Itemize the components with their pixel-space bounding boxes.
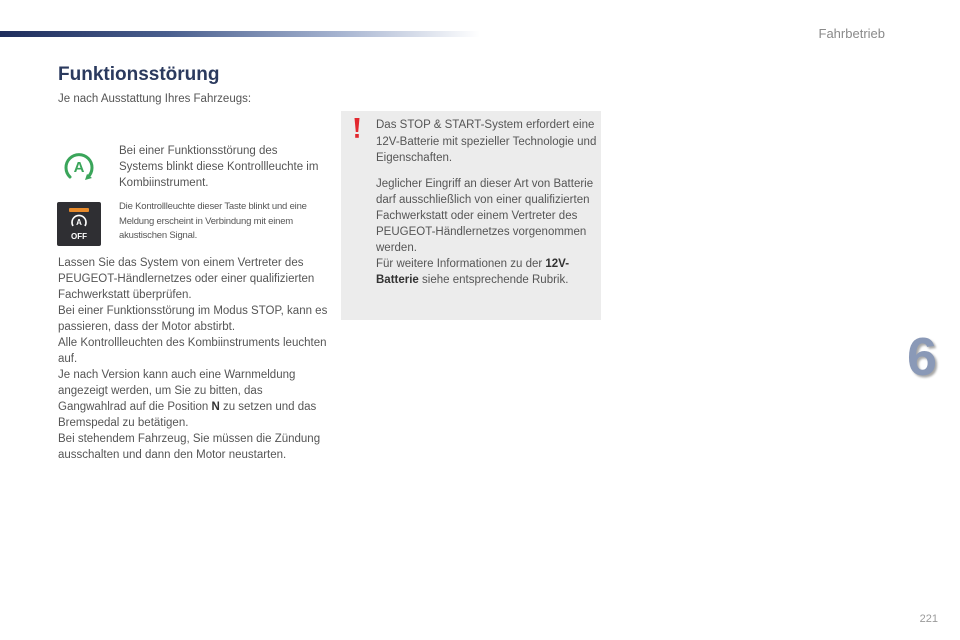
body-part-4b: zu setzen und das Bremspedal zu betätigen.: [58, 401, 317, 429]
chapter-number: 6: [906, 327, 938, 387]
body-part-3: Alle Kontrollleuchten des Kombiinstruments leuchten auf.: [58, 337, 327, 365]
battery-note-box: [341, 111, 601, 320]
stop-start-off-button-icon: [57, 202, 101, 246]
body-part-2: Bei einer Funktionsstörung im Modus STOP, kann es passieren, dass der Motor abstirbt.: [58, 305, 328, 333]
warning-light-description: Bei einer Funktionsstörung des Systems blinkt diese Kontrollleuchte im Kombiinstrument.: [119, 145, 319, 190]
intro-text: Je nach Ausstattung Ihres Fahrzeugs:: [58, 93, 252, 105]
header-gradient-bar: [0, 31, 480, 37]
off-label: OFF: [71, 232, 87, 241]
note-text-2: Jeglicher Eingriff an dieser Art von Batterie darf ausschließlich von einer qualifizierten Fachwerkstatt oder einem Vertreter des PEUGEOT-Händlernetzes vorgenommen werden.: [376, 178, 594, 254]
body-part-1: Lassen Sie das System von einem Vertreter des PEUGEOT-Händlernetzes oder einer qualifizierten Fachwerkstatt überprüfen.: [58, 257, 315, 301]
body-text: [58, 255, 328, 463]
note-paragraph-2: [376, 176, 598, 288]
battery-term: 12V-Batterie: [376, 258, 570, 286]
note-text-3a: Für weitere Informationen zu der: [376, 258, 546, 270]
gear-position-label: N: [211, 401, 220, 413]
svg-text:A: A: [76, 218, 82, 227]
svg-text:A: A: [73, 159, 85, 176]
section-title: Fahrbetrieb: [818, 26, 885, 41]
note-paragraph-1: Das STOP & START-System erfordert eine 12V-Batterie mit spezieller Technologie und Eigenschaften.: [376, 119, 597, 165]
off-button-description: Die Kontrollleuchte dieser Taste blinkt und eine Meldung erscheint in Verbindung mit einem akustischen Signal.: [119, 201, 307, 242]
note-text-3b: siehe entsprechende Rubrik.: [418, 274, 569, 286]
body-part-5: Bei stehendem Fahrzeug, Sie müssen die Zündung ausschalten und dann den Motor neustarten.: [58, 433, 321, 461]
page-number: 221: [919, 613, 938, 625]
body-part-4a: Je nach Version kann auch eine Warnmeldung angezeigt werden, um Sie zu bitten, das Gangwahlrad auf die Position: [58, 369, 296, 413]
page-title: Funktionsstörung: [58, 64, 220, 85]
exclamation-icon: [353, 117, 361, 139]
stop-start-warning-icon: [62, 150, 96, 182]
